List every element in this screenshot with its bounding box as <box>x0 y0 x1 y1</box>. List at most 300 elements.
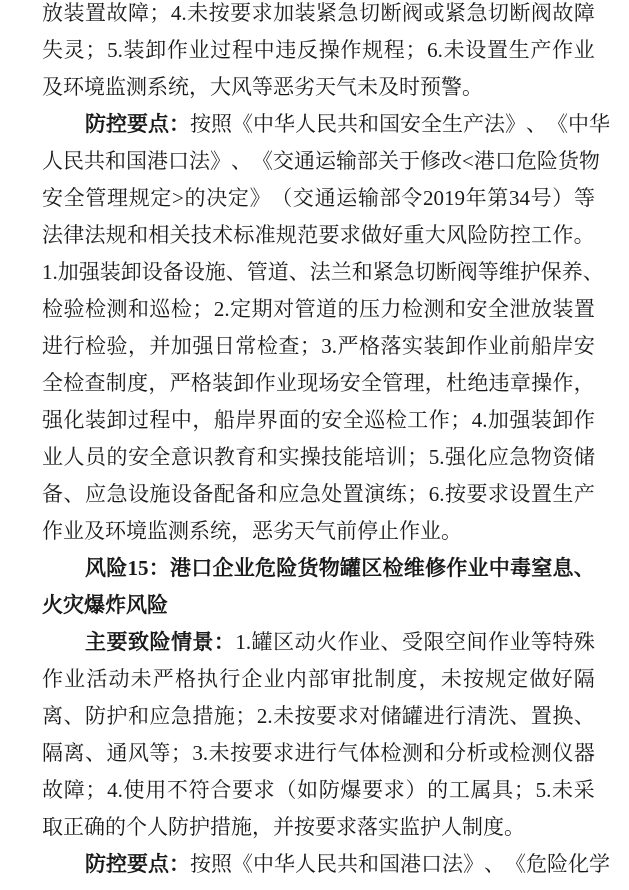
text-token: 作 <box>552 223 574 247</box>
text-token: 的 <box>427 778 449 802</box>
text-token: 检 <box>509 741 531 765</box>
text-token: 紧 <box>316 1 338 25</box>
text-token: 港 <box>473 149 495 173</box>
text-token: 法 <box>189 149 210 173</box>
text-token: 查 <box>278 334 300 358</box>
text-token: 防 <box>85 852 106 876</box>
text-token: 6. <box>428 482 445 506</box>
text-token: 产 <box>463 112 484 136</box>
text-token: 灵 <box>63 38 85 62</box>
text-token: 格 <box>174 667 196 691</box>
text-token: 、 <box>573 556 595 580</box>
text-token: 急 <box>509 445 531 469</box>
text-token: 符 <box>188 778 210 802</box>
text-token: 通 <box>106 741 128 765</box>
text-token: 技 <box>321 445 343 469</box>
text-token: 演 <box>364 482 386 506</box>
text-token: 严 <box>169 371 191 395</box>
text-token: 界 <box>256 408 278 432</box>
text-token: 工 <box>448 778 470 802</box>
text-token: 技 <box>190 223 212 247</box>
text-token: 、 <box>573 704 595 728</box>
text-token: 部 <box>307 667 329 691</box>
text-token: 行 <box>63 334 85 358</box>
text-token: 化 <box>466 445 488 469</box>
text-token: 规 <box>128 186 150 210</box>
text-token: 急 <box>299 482 321 506</box>
text-token: 业 <box>42 445 63 469</box>
text-token: 应 <box>487 445 509 469</box>
text-token: 加 <box>57 260 79 284</box>
text-token: > <box>172 186 184 210</box>
text-token: 罐 <box>401 704 423 728</box>
text-token: 的 <box>337 297 359 321</box>
text-token: 的 <box>184 186 206 210</box>
text-token: 殊 <box>573 630 595 654</box>
text-token: 风 <box>85 556 106 580</box>
text-token: 反 <box>297 38 318 62</box>
text-token: 国 <box>379 852 400 876</box>
text-token: 作 <box>466 334 488 358</box>
text-token: 急 <box>170 704 192 728</box>
text-token: 中 <box>568 112 589 136</box>
text-token: 4. <box>471 408 488 432</box>
text-token: 配 <box>213 482 235 506</box>
text-token: 号 <box>530 186 552 210</box>
text-token: 和 <box>127 223 149 247</box>
text-token: 管 <box>85 186 107 210</box>
text-token: 危 <box>526 852 547 876</box>
text-token: 章 <box>509 371 531 395</box>
text-token: 道 <box>267 260 289 284</box>
text-token: 第 <box>487 186 509 210</box>
text-token: 未 <box>552 778 573 802</box>
text-token: 、 <box>84 741 106 765</box>
text-token: 产 <box>573 482 595 506</box>
text-token: 面 <box>278 408 300 432</box>
text-token: 强 <box>78 260 100 284</box>
text-token: 卸 <box>444 334 466 358</box>
text-token: 置 <box>530 482 552 506</box>
text-token: 护 <box>519 260 541 284</box>
text-token: 度 <box>396 667 418 691</box>
text-token: 练 <box>385 482 407 506</box>
text-token: 法 <box>42 223 63 247</box>
text-token: 安 <box>573 334 595 358</box>
text-token: 好 <box>551 667 573 691</box>
text-token: 业 <box>573 38 595 62</box>
text-token: 点 <box>148 112 169 136</box>
text-token: 按 <box>208 1 230 25</box>
text-token: 放 <box>530 297 552 321</box>
text-token: 置 <box>573 297 595 321</box>
text-token: 运 <box>315 149 336 173</box>
text-token: 期 <box>251 297 273 321</box>
text-token: 制 <box>374 667 396 691</box>
text-token: 装 <box>123 38 145 62</box>
text-token: 施 <box>213 704 235 728</box>
text-token: 验 <box>106 334 128 358</box>
text-token: 范 <box>297 223 319 247</box>
text-token: 未 <box>187 1 209 25</box>
text-token: 意 <box>170 445 192 469</box>
text-token: 置 <box>84 1 106 25</box>
text-token: 检 <box>380 741 402 765</box>
text-token: 大 <box>424 223 446 247</box>
text-segment: 火灾爆炸风险 <box>42 593 168 617</box>
text-token: 相 <box>148 223 170 247</box>
text-token: 的 <box>106 445 128 469</box>
text-token: 罐 <box>340 556 361 580</box>
text-token: 强 <box>192 334 214 358</box>
text-token: 要 <box>127 112 148 136</box>
text-token: 检 <box>42 297 63 321</box>
text-token: 和 <box>358 852 379 876</box>
text-token: 采 <box>573 778 595 802</box>
text-token: 景 <box>192 630 214 654</box>
text-token: 控 <box>509 223 531 247</box>
text-token: 全 <box>42 371 63 395</box>
text-token: 《 <box>505 852 526 876</box>
text-token: 分 <box>444 741 466 765</box>
text-token: 行 <box>316 741 338 765</box>
text-token: ） <box>405 778 427 802</box>
text-token: 化 <box>63 408 85 432</box>
text-token: 、 <box>63 482 85 506</box>
text-token: 置 <box>486 38 508 62</box>
text-token: 险 <box>106 556 128 580</box>
text-token: 15 <box>127 556 149 580</box>
text-token: 进 <box>423 704 445 728</box>
text-token: 训 <box>385 445 407 469</box>
text-token: 故 <box>106 1 128 25</box>
text-token: 应 <box>278 482 300 506</box>
text-token: 离 <box>42 704 63 728</box>
text-token: 工 <box>531 223 553 247</box>
text-token: 》 <box>210 149 231 173</box>
text-token: 3. <box>321 334 338 358</box>
text-token: 岸 <box>552 334 574 358</box>
text-token: 要 <box>231 778 253 802</box>
text-token: 6. <box>427 38 443 62</box>
text-token: ： <box>169 852 190 876</box>
text-token: 养 <box>561 260 583 284</box>
text-token: 法 <box>84 223 106 247</box>
text-token: 保 <box>540 260 562 284</box>
text-token: 准 <box>254 223 276 247</box>
text-token: 检 <box>382 556 404 580</box>
text-token: 要 <box>362 778 384 802</box>
text-token: 危 <box>515 149 537 173</box>
text-token: 装 <box>63 1 85 25</box>
text-token: 道 <box>316 297 338 321</box>
text-token: 致 <box>127 630 149 654</box>
text-token: 析 <box>466 741 488 765</box>
text-token: ： <box>148 556 170 580</box>
text-token: 批 <box>352 667 374 691</box>
text-token: 标 <box>233 223 255 247</box>
text-token: 处 <box>321 482 343 506</box>
text-token: 港 <box>170 556 191 580</box>
text-token: 企 <box>241 667 263 691</box>
text-token: 阀 <box>456 260 478 284</box>
text-token: 检 <box>170 297 192 321</box>
text-token: 业 <box>487 334 509 358</box>
text-line <box>42 291 595 328</box>
text-token: 通 <box>314 186 336 210</box>
text-token: 规 <box>362 38 384 62</box>
text-token: 口 <box>168 149 189 173</box>
text-token: 兰 <box>330 260 352 284</box>
text-token: 5. <box>535 778 552 802</box>
text-token: 运 <box>336 186 358 210</box>
text-token: 安 <box>42 186 63 210</box>
text-token: 进 <box>294 741 316 765</box>
text-token: 防 <box>488 223 510 247</box>
text-token: 全 <box>360 371 382 395</box>
text-token: 清 <box>466 704 488 728</box>
text-token: 紧 <box>444 1 466 25</box>
text-token: 爆 <box>340 778 362 802</box>
text-block <box>42 0 610 883</box>
text-token: 压 <box>359 297 381 321</box>
text-token: 业 <box>509 630 531 654</box>
text-token: 做 <box>529 667 551 691</box>
text-line <box>42 402 595 439</box>
text-token: 等 <box>530 630 552 654</box>
text-token: 置 <box>530 704 552 728</box>
text-token: ： <box>213 630 235 654</box>
text-token: 、 <box>225 260 247 284</box>
text-token: 人 <box>295 852 316 876</box>
text-token: ； <box>407 445 429 469</box>
text-token: ） <box>552 186 574 210</box>
text-token: 育 <box>235 445 257 469</box>
text-token: 设 <box>509 482 531 506</box>
text-token: 改 <box>441 149 462 173</box>
text-token: 断 <box>509 1 531 25</box>
text-token: 险 <box>547 852 568 876</box>
text-token: 使 <box>123 778 145 802</box>
text-token: 规 <box>485 667 507 691</box>
text-token: ， <box>148 371 170 395</box>
text-token: 好 <box>382 223 404 247</box>
text-token: 管 <box>246 260 268 284</box>
text-token: 》 <box>505 112 526 136</box>
text-line <box>42 772 595 809</box>
text-token: ， <box>424 371 446 395</box>
text-token: 《 <box>547 112 568 136</box>
text-token: 审 <box>330 667 352 691</box>
text-token: 物 <box>578 149 600 173</box>
text-token: < <box>462 149 474 173</box>
text-token: ； <box>407 482 429 506</box>
text-token: 进 <box>42 334 63 358</box>
text-token: 险 <box>536 149 558 173</box>
text-token: 内 <box>285 667 307 691</box>
text-token: 加 <box>170 334 192 358</box>
text-token: 场 <box>318 371 340 395</box>
text-token: 防 <box>85 112 106 136</box>
text-token: 设 <box>170 482 192 506</box>
text-token: 如 <box>297 778 318 802</box>
text-token: 培 <box>364 445 386 469</box>
text-token: ， <box>573 371 595 395</box>
text-token: 绝 <box>467 371 489 395</box>
text-token: 关 <box>378 149 399 173</box>
text-token: 故 <box>42 778 63 802</box>
text-token: 产 <box>530 38 552 62</box>
text-token: 设 <box>183 260 205 284</box>
text-token: 度 <box>127 371 149 395</box>
text-token: 要 <box>251 741 273 765</box>
text-token: 求 <box>251 1 273 25</box>
text-token: 按 <box>190 852 211 876</box>
text-token: 求 <box>273 741 295 765</box>
text-token: 求 <box>253 778 275 802</box>
text-token: 要 <box>466 482 488 506</box>
text-token: 中 <box>253 852 274 876</box>
text-token: 加 <box>273 1 295 25</box>
text-token: 或 <box>423 1 445 25</box>
text-token: 检 <box>256 334 278 358</box>
text-token: 业 <box>275 371 297 395</box>
text-token: 储 <box>380 704 402 728</box>
text-token: 教 <box>213 445 235 469</box>
text-token: 未 <box>443 38 465 62</box>
text-token: 过 <box>210 38 232 62</box>
text-token: 《 <box>232 852 253 876</box>
text-token: 业 <box>188 38 210 62</box>
text-token: 5. <box>428 445 445 469</box>
text-token: 化 <box>568 852 589 876</box>
text-token: 货 <box>557 149 579 173</box>
text-token: 查 <box>84 371 106 395</box>
text-token: 行 <box>219 667 241 691</box>
text-token: 关 <box>169 223 191 247</box>
text-token: 全 <box>421 112 442 136</box>
text-token: 动 <box>294 630 316 654</box>
text-line <box>42 846 610 883</box>
text-token: ； <box>299 334 321 358</box>
text-token: 强 <box>444 445 466 469</box>
text-token: 作 <box>487 630 509 654</box>
text-token: 能 <box>342 445 364 469</box>
text-line <box>42 809 595 846</box>
text-token: 气 <box>337 741 359 765</box>
text-token: 装 <box>552 297 574 321</box>
text-token: 严 <box>152 667 174 691</box>
text-line <box>42 698 595 735</box>
text-token: 力 <box>380 297 402 321</box>
text-token: 全 <box>342 408 364 432</box>
text-token: 企 <box>212 556 234 580</box>
text-token: 罐 <box>251 630 273 654</box>
text-line <box>42 365 595 402</box>
text-token: 施 <box>149 482 171 506</box>
text-token: 常 <box>235 334 257 358</box>
text-token: 应 <box>84 482 106 506</box>
text-token: 息 <box>552 556 574 580</box>
text-token: 安 <box>466 297 488 321</box>
text-token: 未 <box>130 667 152 691</box>
text-token: 障 <box>63 778 85 802</box>
text-token: 业 <box>467 556 489 580</box>
text-token: 未 <box>440 667 462 691</box>
text-token: 卸 <box>106 408 128 432</box>
text-token: 物 <box>530 445 552 469</box>
text-token: 洗 <box>487 704 509 728</box>
text-line <box>42 143 600 180</box>
text-token: 定 <box>150 186 172 210</box>
text-token: 共 <box>84 149 105 173</box>
text-token: 法 <box>309 260 331 284</box>
text-token: 重 <box>403 223 425 247</box>
text-token: 3. <box>192 741 209 765</box>
text-token: 断 <box>435 260 457 284</box>
text-token: 防 <box>84 704 106 728</box>
text-token: ； <box>405 38 427 62</box>
text-token: 、 <box>582 260 604 284</box>
text-token: 体 <box>359 741 381 765</box>
text-token: 岸 <box>235 408 257 432</box>
text-token: 失 <box>42 38 63 62</box>
text-token: 巡 <box>364 408 386 432</box>
text-token: 全 <box>63 186 85 210</box>
text-token: 业 <box>64 667 86 691</box>
text-token: 防 <box>318 778 340 802</box>
text-token: 1. <box>42 260 58 284</box>
text-token: 求 <box>383 778 405 802</box>
text-token: 要 <box>106 630 128 654</box>
text-token: 定 <box>230 297 252 321</box>
text-token: 卸 <box>120 260 142 284</box>
text-token: 作 <box>166 38 188 62</box>
text-token: 程 <box>231 38 253 62</box>
text-token: 安 <box>339 371 361 395</box>
text-token: 国 <box>126 149 147 173</box>
text-token: 作 <box>337 630 359 654</box>
text-token: 并 <box>149 334 171 358</box>
text-line <box>42 476 595 513</box>
text-token: 火 <box>316 630 338 654</box>
text-token: 5. <box>107 38 123 62</box>
text-token: 设 <box>141 260 163 284</box>
text-token: 装 <box>294 1 316 25</box>
text-token: 毒 <box>510 556 531 580</box>
text-token: 船 <box>530 334 552 358</box>
text-token: 令 <box>401 186 423 210</box>
text-token: 法 <box>442 852 463 876</box>
text-token: 切 <box>414 260 436 284</box>
text-token: 共 <box>337 112 358 136</box>
text-token: ： <box>169 112 190 136</box>
text-token: 按 <box>230 741 252 765</box>
text-token: （ <box>275 778 297 802</box>
text-token: 日 <box>213 334 235 358</box>
text-token: 测 <box>423 297 445 321</box>
text-token: 业 <box>263 667 285 691</box>
text-token: 资 <box>552 445 574 469</box>
text-token: 中 <box>170 408 192 432</box>
text-token: 中 <box>253 38 275 62</box>
text-token: 施 <box>204 260 226 284</box>
text-token: 民 <box>63 149 84 173</box>
text-token: 4. <box>170 1 187 25</box>
text-token: 口 <box>494 149 516 173</box>
text-token: 作 <box>552 38 573 62</box>
text-token: 业 <box>359 630 381 654</box>
